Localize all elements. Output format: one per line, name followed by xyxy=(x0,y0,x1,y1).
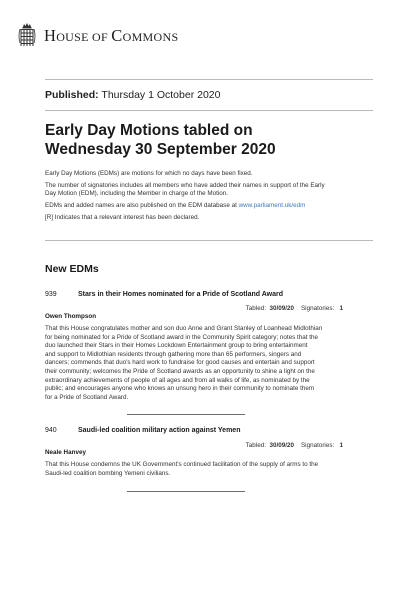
edm-item xyxy=(45,291,373,402)
edm-item xyxy=(45,427,373,478)
edm-body-line: That this House condemns the UK Government's continued facilitation of the supply of arms to the xyxy=(45,461,319,468)
edm-body-line: public; and encourages anyone who knows an unsung hero in their community to nominate them xyxy=(45,385,315,393)
divider xyxy=(45,79,373,80)
edm-body-line: for a Pride of Scotland Award. xyxy=(45,393,129,401)
intro-paragraph xyxy=(45,182,373,199)
intro-paragraph xyxy=(45,202,373,211)
edm-header xyxy=(45,291,373,302)
signatories-label: Signatories: xyxy=(300,305,335,312)
edm-number: 939 xyxy=(45,291,57,298)
tabled-label: Tabled: xyxy=(245,305,266,312)
edm-title: Saudi-led coalition military action against Yemen xyxy=(78,427,241,434)
intro-paragraph: [R] Indicates that a relevant interest has been declared. xyxy=(45,214,200,222)
tabled-label: Tabled: xyxy=(245,442,266,449)
edm-body-line: for being nominated for a Pride of Scotland award in the Community Spirit category; notes that the xyxy=(45,333,319,341)
intro-text xyxy=(45,170,373,226)
page-title-line: Wednesday 30 September 2020 xyxy=(45,141,276,158)
published-label: Published: xyxy=(45,89,99,101)
edm-separator xyxy=(127,491,245,492)
wordmark-letter: H xyxy=(44,25,57,45)
signatories-label: Signatories: xyxy=(300,442,335,449)
wordmark-letter: C xyxy=(111,25,123,45)
intro-line: The number of signatories includes all members who have added their names in support of the Early xyxy=(45,181,325,189)
edm-body xyxy=(45,461,373,478)
intro-text-span: EDMs and added names are also published on the EDM database at xyxy=(45,202,239,210)
edm-body-line: duo launched their Stars in their Homes Lockdown Entertainment group to bring entertainment xyxy=(45,342,308,350)
edm-body-line: and support to Midlothian residents through gathering more than 65 performers, singers and xyxy=(45,350,302,358)
published-date: Thursday 1 October 2020 xyxy=(101,89,221,101)
edm-body-line: Saudi-led coalition bombing Yemeni civilians. xyxy=(45,469,171,477)
edm-body-line: their community; welcomes the Pride of Scotland awards as an opportunity to shine a light on the xyxy=(45,367,315,375)
published-line xyxy=(45,89,220,101)
house-of-commons-header xyxy=(17,22,178,50)
edm-body-line: dancers; commends that duo's hard work to fundraise for good causes and entertain and support xyxy=(45,359,315,367)
edm-number: 940 xyxy=(45,427,57,434)
edm-sponsor: Owen Thompson xyxy=(45,313,97,320)
intro-paragraph: Early Day Motions (EDMs) are motions for which no days have been fixed. xyxy=(45,170,253,177)
edm-header xyxy=(45,427,373,438)
divider xyxy=(45,240,373,241)
edm-title: Stars in their Homes nominated for a Pride of Scotland Award xyxy=(78,291,283,298)
wordmark-smallcaps: OMMONS xyxy=(122,29,179,44)
edm-meta xyxy=(246,442,343,449)
page-title xyxy=(45,121,375,159)
portcullis-icon xyxy=(17,22,37,50)
wordmark-smallcaps: OUSE OF xyxy=(56,29,112,44)
tabled-date: 30/09/20 xyxy=(269,442,294,449)
divider xyxy=(45,110,373,111)
tabled-date: 30/09/20 xyxy=(269,305,294,312)
house-of-commons-wordmark xyxy=(44,25,179,45)
edm-database-link[interactable]: www.parliament.uk/edm xyxy=(238,202,306,210)
signatories-count: 1 xyxy=(339,442,343,449)
edm-separator xyxy=(127,414,245,415)
edm-sponsor: Neale Hanvey xyxy=(45,449,86,456)
page-title-line: Early Day Motions tabled on xyxy=(45,122,253,139)
edm-meta xyxy=(246,305,343,312)
edm-body-line: extraordinary achievements of people of all ages and from all walks of life, as nominated by the xyxy=(45,376,310,384)
intro-line: Day Motion (EDM), including the Member in charge of the Motion. xyxy=(45,190,229,198)
edm-body-line: That this House congratulates mother and son duo Anne and Grant Stanley of Loanhead Midlothian xyxy=(45,325,323,332)
section-title: New EDMs xyxy=(45,263,99,275)
edm-body xyxy=(45,325,373,402)
signatories-count: 1 xyxy=(339,305,343,312)
